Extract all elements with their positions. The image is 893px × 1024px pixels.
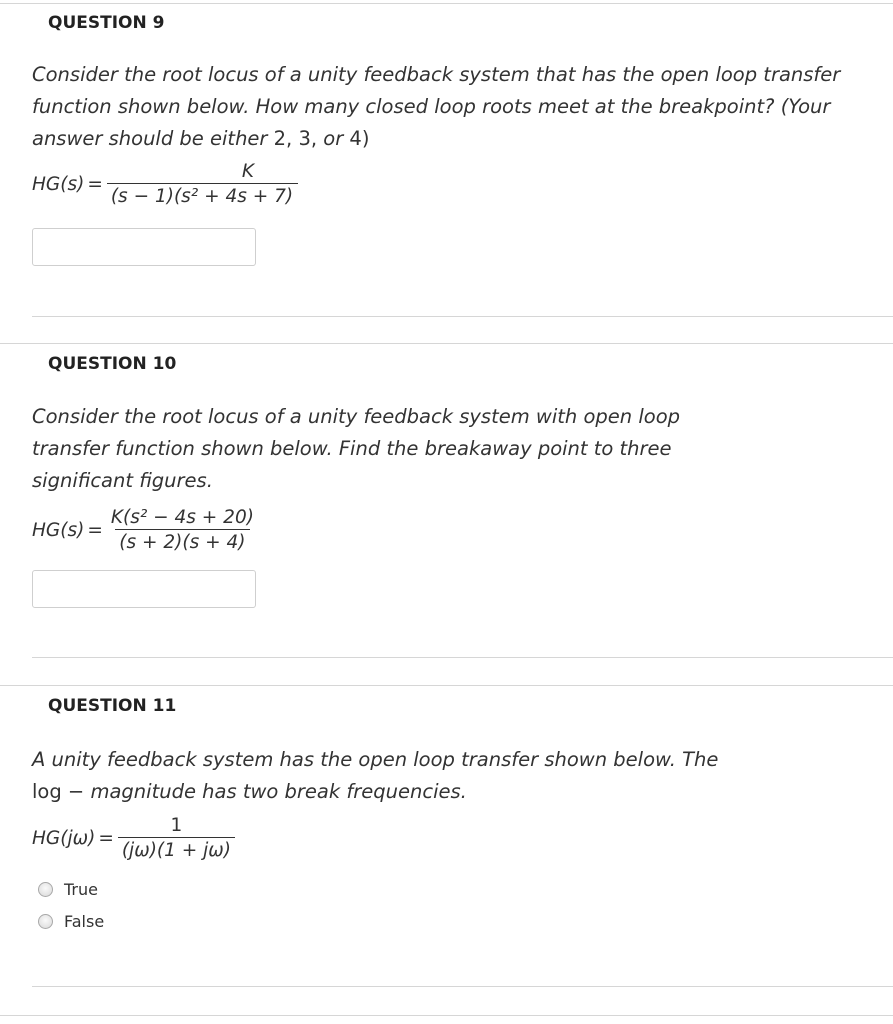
question-10-text: Consider the root locus of a unity feedback system with open loop transfer function shown below. Find the breakaway point to three significant figures. — [32, 405, 681, 492]
question-11-text — [32, 744, 752, 808]
radio-false[interactable] — [38, 914, 53, 929]
question-9-text-main: Consider the root locus of a unity feedback system that has the open loop transfer function shown below. How many closed loop roots meet at the breakpoint? (Your answer should be either — [32, 63, 841, 150]
question-11-text-main: A unity feedback system has the open loop transfer shown below. The — [32, 748, 719, 771]
formula-fraction — [107, 507, 258, 553]
question-9-text-last: 4) — [349, 127, 370, 150]
formula-equals: = — [87, 519, 103, 541]
option-true[interactable] — [38, 880, 98, 899]
question-11-text-end: − magnitude has two break frequencies. — [61, 780, 467, 803]
question-10-answer-input[interactable] — [32, 570, 256, 608]
top-divider — [0, 3, 893, 4]
formula-denominator: (s − 1)(s² + 4s + 7) — [107, 183, 298, 207]
formula-equals: = — [87, 173, 103, 195]
section-divider-2 — [0, 685, 893, 686]
question-11-title: QUESTION 11 — [48, 696, 177, 716]
section-divider-3 — [0, 1015, 893, 1016]
formula-denominator: (s + 2)(s + 4) — [115, 529, 249, 553]
question-10-formula — [32, 507, 258, 553]
formula-denominator: (jω)(1 + jω) — [118, 837, 235, 861]
option-false[interactable] — [38, 912, 104, 931]
question-9-text-options: 2, 3, — [273, 127, 318, 150]
question-11-text-log: log — [32, 780, 62, 803]
option-true-label: True — [64, 880, 98, 899]
formula-numerator: 1 — [170, 815, 183, 836]
formula-numerator: K — [241, 161, 255, 182]
question-9-bottom-divider — [32, 316, 893, 317]
question-9-text — [32, 59, 862, 155]
formula-lhs: HG(s) — [32, 173, 85, 195]
formula-fraction — [107, 161, 298, 207]
formula-fraction — [118, 815, 235, 861]
section-divider-1 — [0, 343, 893, 344]
question-10-bottom-divider — [32, 657, 893, 658]
question-9-formula — [32, 161, 298, 207]
radio-true[interactable] — [38, 882, 53, 897]
option-false-label: False — [64, 912, 105, 931]
question-9-text-or: or — [317, 127, 350, 150]
question-11-bottom-divider — [32, 986, 893, 987]
formula-lhs: HG(s) — [32, 519, 85, 541]
question-9-answer-input[interactable] — [32, 228, 256, 266]
formula-numerator: K(s² − 4s + 20) — [110, 507, 254, 528]
formula-equals: = — [98, 827, 114, 849]
question-9-title: QUESTION 9 — [48, 13, 165, 33]
formula-lhs: HG(jω) — [32, 827, 96, 849]
question-11-formula — [32, 815, 235, 861]
question-10-title: QUESTION 10 — [48, 354, 177, 374]
